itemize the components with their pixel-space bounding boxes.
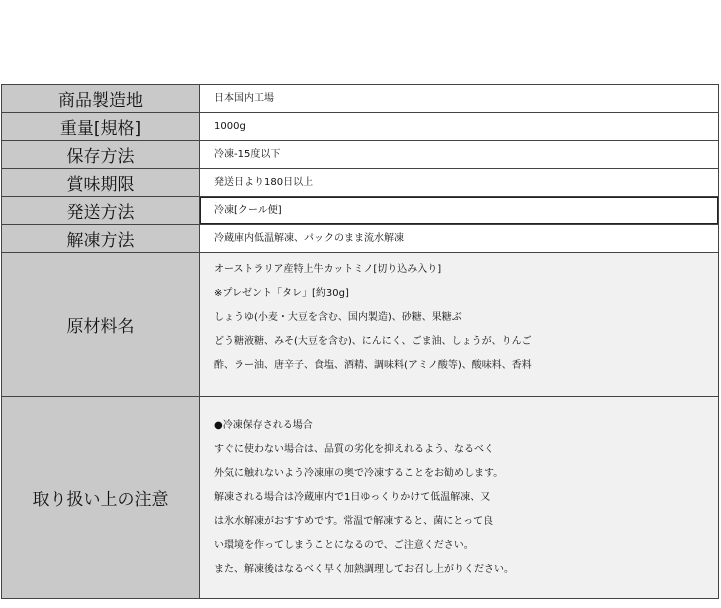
spec-label: 重量[規格] — [2, 113, 200, 141]
spec-value: 1000g — [200, 113, 719, 141]
notes-heading: ●冷凍保存される場合 — [214, 419, 313, 431]
spec-label: 保存方法 — [2, 141, 200, 169]
spec-label: 取り扱い上の注意 — [2, 397, 200, 599]
spec-value: 発送日より180日以上 — [200, 169, 719, 197]
notes-line: 外気に触れないよう冷凍庫の奥で冷凍することをお勧めします。 — [214, 467, 504, 479]
spec-label: 発送方法 — [2, 197, 200, 225]
notes-line: は氷水解凍がおすすめです。常温で解凍すると、菌にとって良 — [214, 515, 494, 527]
spec-value: 冷凍[クール便] — [200, 197, 719, 225]
spec-label: 商品製造地 — [2, 85, 200, 113]
spec-value: 冷蔵庫内低温解凍、パックのまま流水解凍 — [200, 225, 719, 253]
spec-row-thawing — [2, 225, 719, 253]
spec-row-handling-notes — [2, 397, 719, 599]
spec-value: 日本国内工場 — [200, 85, 719, 113]
spec-row-ingredients — [2, 253, 719, 397]
spec-label: 解凍方法 — [2, 225, 200, 253]
product-spec-table — [1, 84, 719, 599]
spec-value: 冷凍-15度以下 — [200, 141, 719, 169]
ingredients-line: どう糖液糖、みそ(大豆を含む)、にんにく、ごま油、しょうが、りんご — [214, 336, 532, 347]
ingredients-line: しょうゆ(小麦・大豆を含む、国内製造)、砂糖、果糖ぶ — [214, 312, 462, 323]
spec-label: 賞味期限 — [2, 169, 200, 197]
spec-row-best-before — [2, 169, 719, 197]
notes-line: 解凍される場合は冷蔵庫内で1日ゆっくりかけて低温解凍、又 — [214, 491, 491, 503]
spec-label: 原材料名 — [2, 253, 200, 397]
ingredients-line: ※プレゼント「タレ」[約30g] — [214, 288, 349, 299]
notes-line: また、解凍後はなるべく早く加熱調理してお召し上がりください。 — [214, 563, 514, 575]
handling-notes-text — [200, 397, 719, 599]
spec-row-storage — [2, 141, 719, 169]
ingredients-line: オーストラリア産特上牛カットミノ[切り込み入り] — [214, 264, 442, 275]
notes-line: すぐに使わない場合は、品質の劣化を抑えれるよう、なるべく — [214, 443, 494, 455]
notes-line: い環境を作ってしまうことになるので、ご注意ください。 — [214, 539, 474, 551]
spec-row-origin — [2, 85, 719, 113]
ingredients-line: 酢、ラー油、唐辛子、食塩、酒精、調味料(アミノ酸等)、酸味料、香料 — [214, 360, 532, 371]
spec-row-weight — [2, 113, 719, 141]
ingredients-text — [200, 253, 719, 397]
spec-row-shipping — [2, 197, 719, 225]
